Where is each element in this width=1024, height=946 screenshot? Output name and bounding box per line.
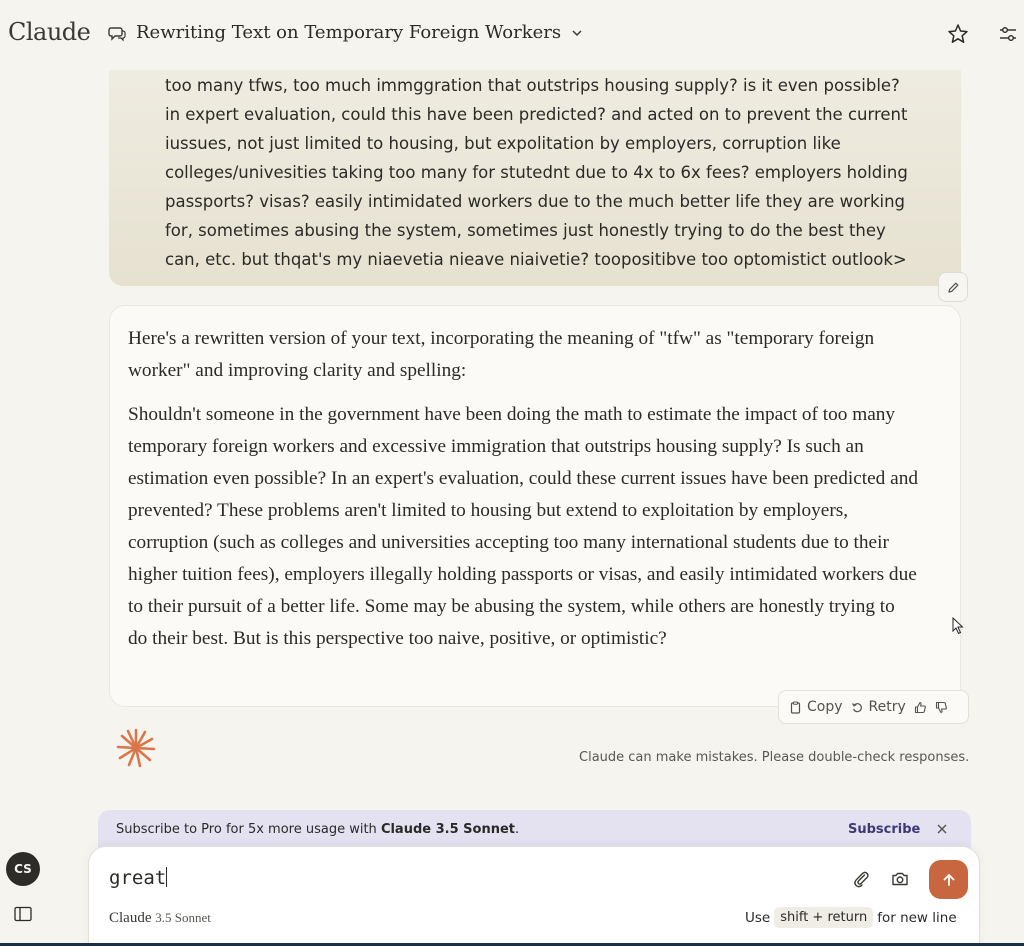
paperclip-icon[interactable] [851,869,871,889]
chat-icon [108,24,126,42]
message-input[interactable]: great [109,867,167,889]
message-actions [778,690,969,724]
settings-icon[interactable] [997,23,1019,45]
pencil-icon [947,281,960,294]
mouse-cursor-icon [952,617,964,635]
conversation-title-button[interactable] [108,22,583,43]
assistant-intro: Here's a rewritten version of your text, incorporating the meaning of "tfw" as "temporary foreign worker" and improving clarity and spelling: [128,328,875,381]
retry-label: Retry [868,699,906,715]
close-icon[interactable] [936,823,948,835]
retry-icon [851,701,864,714]
user-message-text: too many tfws, too much immggration that outstrips housing supply? is it even possible? in expert evaluation, could this have been predicted? and acted on to prevent the current iussues, not just limited to housing, but expolitation by employers, corruption like colleges/univesities taking too many for stutednt due to 4x to 6x fees? employers holding passports? visas? easily intimidated workers due to the much better life they are working for, sometimes abusing the system, sometimes just honestly trying to do the best they can, etc. but thqat's my niaevetia nieave niaivetie? toopositibve too optomistict outlook> [165,76,908,269]
copy-label: Copy [807,699,843,715]
conversation-title: Rewriting Text on Temporary Foreign Workers [136,22,562,43]
assistant-rewrite: Shouldn't someone in the government have been doing the math to estimate the impact of too many temporary foreign workers and excessive immigration that outstrips housing supply? Is such an estimation even possible? In an expert's evaluation, could these current issues have been predicted and prevented? These problems aren't limited to housing but extend to exploitation by employers, corruption (such as colleges and universities accepting too many international students due to their higher tuition fees), employers illegally holding passports or visas, and easily intimidated workers due to their pursuit of a better life. Some may be abusing the system, while others are honestly trying to do their best. But is this perspective too naive, positive, or optimistic? [128,404,918,649]
user-message [109,36,961,286]
message-composer [88,846,980,946]
retry-button[interactable] [851,699,906,715]
disclaimer-text: Claude can make mistakes. Please double-check responses. [579,750,970,765]
clipboard-icon [789,701,802,714]
thumbs-up-icon[interactable] [914,701,927,714]
newline-hint: Use shift + return for new line [745,907,957,928]
sidebar-icon[interactable] [14,906,32,922]
send-button[interactable] [929,860,968,899]
subscribe-link[interactable]: Subscribe [848,822,921,837]
top-bar [0,0,1024,70]
copy-button[interactable] [789,699,843,715]
chevron-down-icon [571,27,583,39]
assistant-message [109,305,961,707]
account-avatar[interactable]: CS [6,852,40,886]
arrow-up-icon [941,872,957,888]
shortcut-key: shift + return [774,907,873,928]
thumbs-down-icon[interactable] [935,701,948,714]
camera-icon[interactable] [890,869,910,889]
edit-message-button[interactable] [938,272,968,302]
subscribe-text: Subscribe to Pro for 5x more usage with Claude 3.5 Sonnet. [116,822,520,837]
model-selector[interactable]: Claude 3.5 Sonnet [109,910,211,926]
star-icon[interactable] [946,22,970,46]
claude-logo-icon [116,728,156,768]
app-logo[interactable]: Claude [8,18,91,46]
